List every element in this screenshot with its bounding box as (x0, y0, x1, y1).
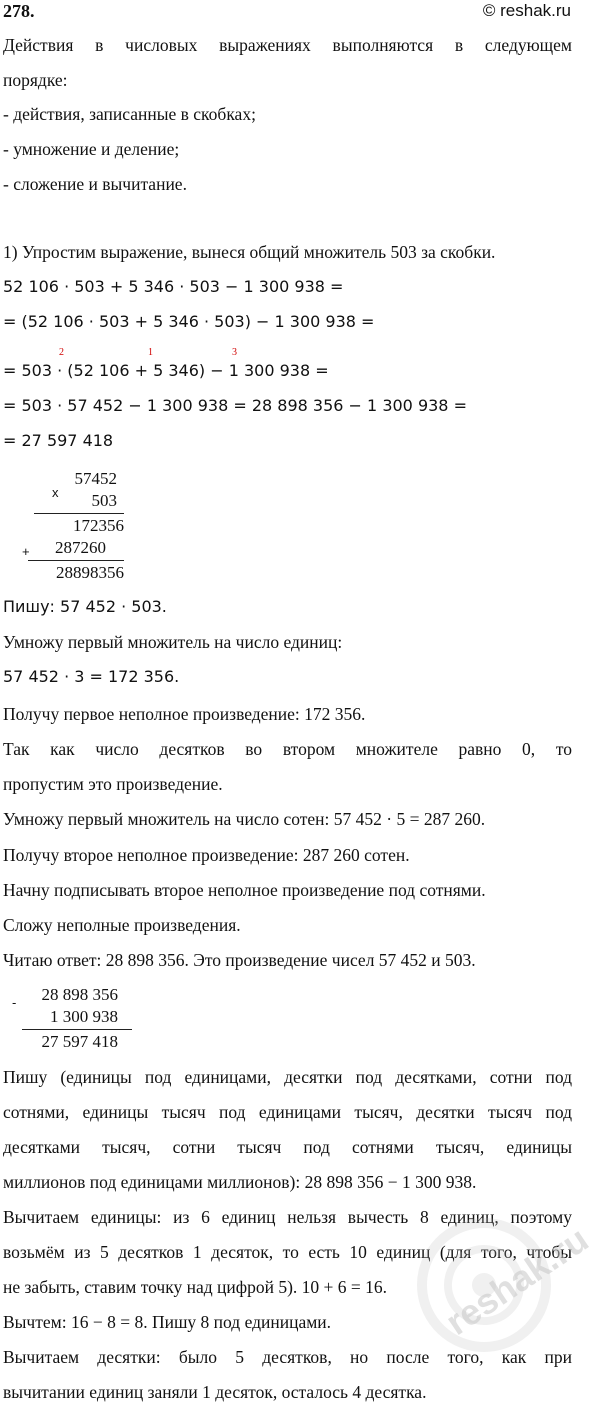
intro-line: Действия в числовых выражениях выполняются в следующем (3, 35, 572, 55)
explanation-line: Читаю ответ: 28 898 356. Это произведение чисел 57 452 и 503. (3, 950, 476, 970)
explanation2-line: Вычитаем десятки: было 5 десятков, но после того, как при (3, 1347, 572, 1367)
order-mark: 2 (59, 347, 64, 358)
plus-sign: + (22, 544, 30, 559)
explanation-line: Умножу первый множитель на число сотен: 57 452 · 5 = 287 260. (3, 809, 486, 829)
watermark-label: reshak.ru (438, 1218, 596, 1343)
explanation-line: Пишу: 57 452 · 503. (3, 597, 167, 616)
expression-line: = 27 597 418 (3, 431, 114, 450)
explanation2-line: миллионов под единицами миллионов): 28 898 356 − 1 300 938. (3, 1172, 477, 1192)
problem-number: 278. (3, 1, 35, 21)
explanation2-line: Пишу (единицы под единицами, десятки под десятками, сотни под (3, 1067, 572, 1087)
explanation2-line: не забыть, ставим точку над цифрой 5). 10 + 6 = 16. (3, 1277, 388, 1297)
step-heading: 1) Упростим выражение, вынеся общий множитель 503 за скобки. (3, 242, 496, 262)
explanation2-line: сотнями, единицы тысяч под единицами тысяч, десятки тысяч под (3, 1102, 572, 1122)
expression-line: 52 106 · 503 + 5 346 · 503 − 1 300 938 = (3, 277, 344, 296)
explanation-line: 57 452 · 3 = 172 356. (3, 667, 180, 686)
order-mark: 3 (232, 347, 237, 358)
order-mark: 1 (148, 347, 153, 358)
partial-product-2: 287260 (55, 538, 106, 557)
explanation-line: Получу второе неполное произведение: 287 260 сотен. (3, 845, 410, 865)
explanation2-line: вычитании единиц заняли 1 десяток, осталось 4 десятка. (3, 1382, 427, 1402)
divider-line (34, 513, 124, 514)
intro-line: - сложение и вычитание. (3, 174, 187, 194)
explanation2-line: десятками тысяч, сотни тысяч под сотнями тысяч, единицы (3, 1137, 572, 1157)
partial-product-1: 172356 (73, 516, 124, 535)
explanation-line: Получу первое неполное произведение: 172 356. (3, 704, 366, 724)
expression-line: = 503 · (52 106 + 5 346) − 1 300 938 = (3, 361, 329, 380)
explanation-line: пропустим это произведение. (3, 774, 223, 794)
explanation-line: Сложу неполные произведения. (3, 915, 241, 935)
factor-1: 57452 (74, 469, 117, 488)
explanation2-line: Вычтем: 16 − 8 = 8. Пишу 8 под единицами. (3, 1312, 332, 1332)
explanation-line: Начну подписывать второе неполное произведение под сотнями. (3, 880, 486, 900)
expression-line: = 503 · 57 452 − 1 300 938 = 28 898 356 − 1 300 938 = (3, 396, 467, 415)
difference: 27 597 418 (41, 1032, 118, 1051)
source-label: © reshak.ru (482, 1, 571, 20)
product-result: 28898356 (56, 563, 124, 582)
intro-line: - умножение и деление; (3, 139, 180, 159)
explanation-line: Так как число десятков во втором множителе равно 0, то (3, 739, 572, 759)
explanation-line: Умножу первый множитель на число единиц: (3, 632, 343, 652)
expression-line: = (52 106 · 503 + 5 346 · 503) − 1 300 938 = (3, 312, 375, 331)
intro-line: порядке: (3, 70, 68, 90)
multiply-sign: x (52, 485, 59, 500)
intro-line: - действия, записанные в скобках; (3, 104, 256, 124)
factor-2: 503 (91, 491, 117, 510)
minus-sign: - (12, 995, 17, 1010)
divider-line (28, 560, 124, 561)
minuend: 28 898 356 (41, 985, 118, 1004)
explanation2-line: Вычитаем единицы: из 6 единиц нельзя вычесть 8 единиц, поэтому (3, 1207, 572, 1227)
subtrahend: 1 300 938 (50, 1007, 118, 1026)
divider-line (22, 1029, 132, 1030)
explanation2-line: возьмём из 5 десятков 1 десяток, то есть 10 единиц (для того, чтобы (3, 1242, 572, 1262)
